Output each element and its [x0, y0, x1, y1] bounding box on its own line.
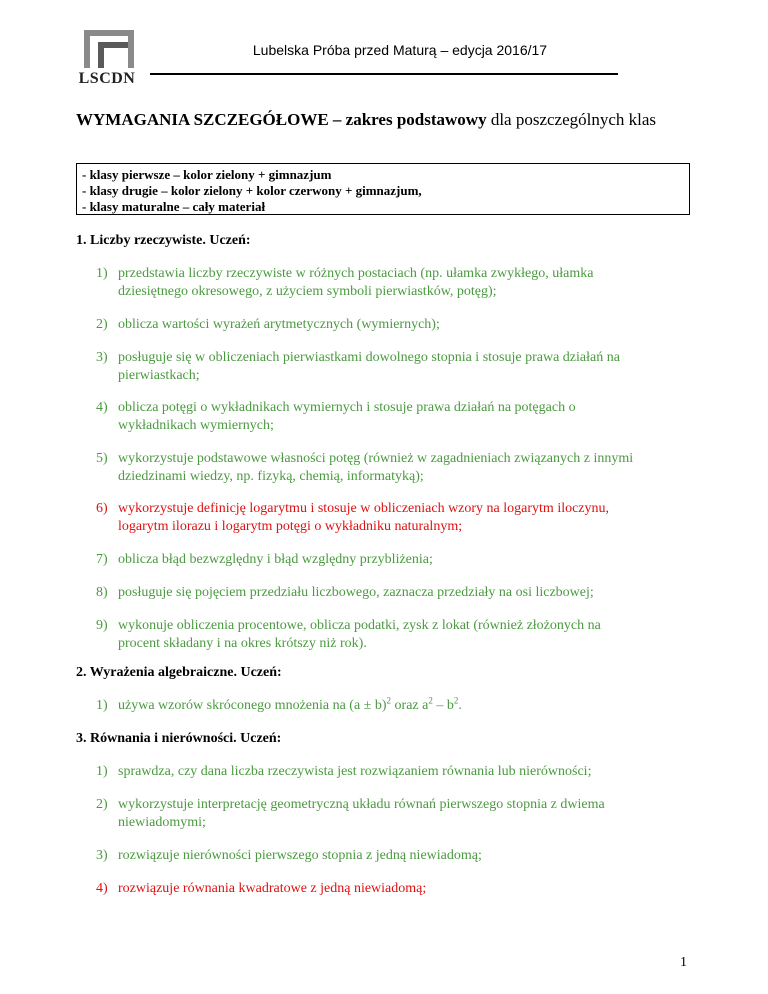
list-item-3-2: [96, 796, 696, 832]
item-text-line: wykonuje obliczenia procentowe, oblicza podatki, zysk z lokat (również złożonych na: [118, 618, 601, 633]
item-number: 5): [96, 451, 108, 466]
item-text-line: dziedzinami wiedzy, np. fizyką, chemią, informatyką);: [118, 469, 424, 484]
item-number: 2): [96, 797, 108, 812]
item-text-line: wykładnikach wymiernych;: [118, 418, 274, 433]
item-number: 7): [96, 552, 108, 567]
item-text-line: [118, 697, 696, 715]
item-text-line: dziesiętnego okresowego, z użyciem symboli pierwiastków, potęg);: [118, 284, 497, 299]
page-title-normal: dla poszczególnych klas: [486, 110, 657, 129]
logo-text: LSCDN: [78, 70, 136, 87]
class-legend-line-3: - klasy maturalne – cały materiał: [82, 199, 266, 214]
formula-part-c: – b: [432, 698, 454, 713]
list-item-3-3: [96, 847, 696, 865]
exponent: 2: [386, 695, 392, 706]
list-item-1-8: [96, 584, 696, 602]
item-text-line: niewiadomymi;: [118, 815, 206, 830]
item-text-line: posługuje się w obliczeniach pierwiastkami dowolnego stopnia i stosuje prawa działań na: [118, 350, 620, 365]
item-text-line: wykorzystuje definicję logarytmu i stosuje w obliczeniach wzory na logarytm iloczynu,: [118, 501, 610, 516]
item-number: 6): [96, 501, 108, 516]
formula-part-d: .: [458, 698, 462, 713]
item-text-line: pierwiastkach;: [118, 368, 200, 383]
page-number: 1: [680, 955, 687, 970]
header-title: Lubelska Próba przed Maturą – edycja 2016/17: [252, 42, 548, 58]
list-item-3-4: [96, 880, 696, 898]
item-text-line: logarytm ilorazu i logarytm potęgi o wykładniku naturalnym;: [118, 519, 463, 534]
list-item-1-3: [96, 349, 696, 385]
list-item-1-2: [96, 316, 696, 334]
list-item-1-1: [96, 265, 696, 301]
list-item-1-9: [96, 617, 696, 653]
item-text-line: przedstawia liczby rzeczywiste w różnych postaciach (np. ułamka zwykłego, ułamka: [118, 266, 594, 281]
list-item-1-5: [96, 450, 696, 486]
item-text-line: procent składany i na okres krótszy niż rok).: [118, 636, 367, 651]
list-item-1-7: [96, 551, 696, 569]
class-legend-line-2: - klasy drugie – kolor zielony + kolor czerwony + gimnazjum,: [82, 183, 422, 198]
section-heading-3: 3. Równania i nierówności. Uczeń:: [76, 731, 282, 746]
formula-part-a: używa wzorów skróconego mnożenia na (a ± b): [118, 698, 387, 713]
item-text-line: wykorzystuje interpretację geometryczną układu równań pierwszego stopnia z dwiema: [118, 797, 605, 812]
formula-part-b: oraz a: [391, 698, 429, 713]
item-text-line: oblicza wartości wyrażeń arytmetycznych (wymiernych);: [118, 317, 440, 332]
item-number: 1): [96, 266, 108, 281]
item-text-line: rozwiązuje równania kwadratowe z jedną niewiadomą;: [118, 881, 427, 896]
item-number: 3): [96, 848, 108, 863]
section-heading-2: 2. Wyrażenia algebraiczne. Uczeń:: [76, 665, 282, 680]
header-divider: [150, 73, 618, 75]
item-text-line: sprawdza, czy dana liczba rzeczywista jest rozwiązaniem równania lub nierówności;: [118, 764, 592, 779]
item-number: 1): [96, 698, 108, 713]
item-number: 1): [96, 764, 108, 779]
item-number: 9): [96, 618, 108, 633]
page-title-bold: WYMAGANIA SZCZEGÓŁOWE – zakres podstawowy: [76, 110, 487, 129]
item-text-line: oblicza błąd bezwzględny i błąd względny przybliżenia;: [118, 552, 433, 567]
class-legend-line-1: - klasy pierwsze – kolor zielony + gimnazjum: [82, 167, 332, 182]
list-item-1-4: [96, 399, 696, 435]
exponent: 2: [428, 695, 433, 706]
lscdn-logo-icon: [84, 30, 134, 68]
class-legend-box: [76, 163, 690, 215]
lscdn-logo: [74, 30, 140, 94]
item-text-line: rozwiązuje nierówności pierwszego stopnia z jedną niewiadomą;: [118, 848, 482, 863]
item-text-line: oblicza potęgi o wykładnikach wymiernych i stosuje prawa działań na potęgach o: [118, 400, 576, 415]
item-text-line: posługuje się pojęciem przedziału liczbowego, zaznacza przedziały na osi liczbowej;: [118, 585, 594, 600]
page-title: [76, 110, 656, 130]
list-item-2-1: [96, 697, 696, 715]
item-text-line: wykorzystuje podstawowe własności potęg (również w zagadnieniach związanych z innymi: [118, 451, 634, 466]
exponent: 2: [453, 695, 459, 706]
item-number: 3): [96, 350, 108, 365]
item-number: 2): [96, 317, 108, 332]
item-number: 4): [96, 400, 108, 415]
list-item-3-1: [96, 763, 696, 781]
item-number: 4): [96, 881, 108, 896]
list-item-1-6: [96, 500, 696, 536]
item-number: 8): [96, 585, 108, 600]
section-heading-1: 1. Liczby rzeczywiste. Uczeń:: [76, 233, 251, 248]
